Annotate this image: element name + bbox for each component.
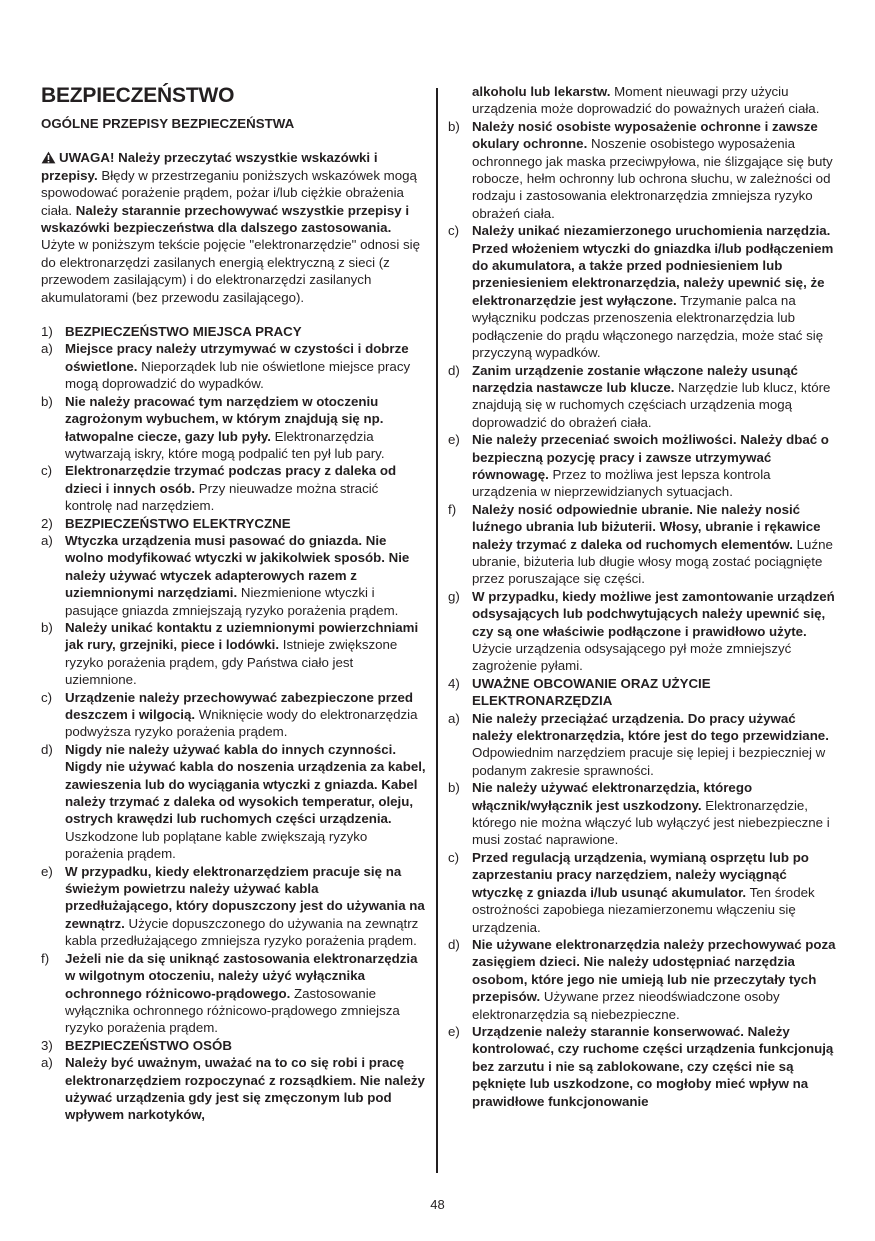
bold-text: Wtyczka urządzenia musi pasować do gniazda. Nie wolno modyfikować wtyczki w jakikolwiek sposób. Nie należy używać wtyczek adapterowych razem z uziemnionymi narzędziami. [65, 532, 410, 601]
body-text: Użycie urządzenia odsysającego pył może zmniejszyć zagrożenie pyłami. [472, 641, 792, 674]
column-divider [436, 88, 438, 1173]
left-list [41, 306, 427, 1124]
list-item [41, 462, 427, 514]
bold-text: Urządzenie należy przechowywać zabezpieczone przed deszczem i wilgocią. [65, 689, 414, 722]
body-text: Użyte w poniższym tekście pojęcie "elektronarzędzie" odnosi się do elektronarzędzi zasilanych energią elektryczną z sieci (z przewodem zasilającym) i do elektronarzędzi zasilanych akumulatorami (bez przewodu zasilającego). [41, 237, 420, 305]
body-text: Używane przez nieodświadczone osoby elektronarzędzia są niebezpieczne. [472, 989, 780, 1022]
item-label: 3) [41, 1037, 53, 1053]
item-label: 1) [41, 324, 53, 340]
bold-text: Nie należy przeceniać swoich możliwości. Należy dbać o bezpieczną pozycję pracy i zawsze utrzymywać równowagę. [472, 432, 829, 482]
body-text: Elektronarzędzia wytwarzają iskry, które mogą podpalić ten pył lub pary. [65, 428, 385, 461]
bold-text: alkoholu lub lekarstw. [472, 84, 611, 99]
item-text [472, 779, 836, 849]
body-text: Nieporządek lub nie oświetlone miejsce pracy mogą doprowadzić do wypadków. [65, 358, 411, 392]
section-heading [448, 675, 836, 710]
section-subtitle: OGÓLNE PRZEPISY BEZPIECZEŃSTWA [41, 116, 295, 131]
item-text [65, 393, 427, 463]
bold-text: Należy nosić osobiste wyposażenie ochronne i zawsze okulary ochronne. [472, 118, 818, 152]
section-heading [41, 515, 427, 532]
list-item [448, 83, 836, 118]
item-text [472, 588, 836, 675]
bold-text: Jeżeli nie da się uniknąć zastosowania elektronarzędzia w wilgotnym otoczeniu, należy użyć wyłącznika ochronnego różnicowo-prądowego. [65, 950, 418, 1001]
item-text: BEZPIECZEŃSTWO OSÓB [65, 1037, 232, 1053]
body-text: Narzędzie lub klucz, które znajdują się w ruchomych częściach urządzenia mogą doprowadzić do obrażeń ciała. [472, 379, 831, 430]
bold-text: W przypadku, kiedy elektronarzędziem pracuje się na świeżym powietrzu należy używać kabla przedłużającego, który dopuszczony jest do używania na zewnątrz. [65, 863, 425, 931]
list-item [448, 501, 836, 588]
bold-text: Miejsce pracy należy utrzymywać w czystości i dobrze oświetlone. [65, 341, 409, 374]
item-text [472, 362, 836, 432]
list-item [41, 340, 427, 392]
item-text [65, 619, 427, 689]
bold-text: Należy nosić odpowiednie ubranie. Nie należy nosić luźnego ubrania lub biżuterii. Włosy, ubranie i rękawice należy trzymać z daleka od ruchomych elementów. [472, 501, 821, 552]
list-item [448, 588, 836, 675]
bold-text: W przypadku, kiedy możliwe jest zamontowanie urządzeń odsysających lub podchwytujących należy upewnić się, czy są one właściwie podłączone i prawidłowo użyte. [472, 588, 835, 639]
item-label: e) [41, 863, 53, 879]
bold-text: Należy starannie przechowywać wszystkie przepisy i wskazówki bezpieczeństwa dla dalszego zastosowania. [41, 202, 410, 236]
list-item [41, 863, 427, 950]
item-text: BEZPIECZEŃSTWO MIEJSCA PRACY [65, 324, 302, 340]
item-label: 4) [448, 675, 460, 691]
warning-triangle-icon [41, 151, 56, 164]
intro-text [41, 150, 420, 304]
list-item [448, 431, 836, 501]
list-item [448, 1023, 836, 1110]
item-label: b) [448, 118, 460, 134]
item-label: f) [41, 950, 50, 966]
list-item [448, 710, 836, 780]
list-item [448, 222, 836, 361]
item-text: UWAŻNE OBCOWANIE ORAZ UŻYCIE ELEKTRONARZĘDZIA [472, 675, 711, 709]
bold-text: Należy unikać kontaktu z uziemnionymi powierzchniami jak rury, grzejniki, piece i lodówki. [65, 619, 419, 653]
item-label: b) [448, 780, 460, 796]
item-text [65, 950, 427, 1037]
body-text: Moment nieuwagi przy użyciu urządzenia może doprowadzić do poważnych urażeń ciała. [472, 84, 820, 117]
list-item [448, 362, 836, 432]
spacer [41, 306, 427, 323]
body-text: Wniknięcie wody do elektronarzędzia podwyższa ryzyko porażenia prądem. [65, 707, 418, 740]
bold-text: Nie należy używać elektronarzędzia, którego włącznik/wyłącznik jest uszkodzony. [472, 780, 753, 813]
item-text [65, 741, 427, 863]
left-column [41, 83, 427, 1124]
item-label: g) [448, 588, 460, 604]
right-column [448, 83, 836, 1110]
item-label: d) [448, 936, 460, 952]
bold-text: Należy unikać niezamierzonego uruchomienia narzędzia. Przed włożeniem wtyczki do gniazdka i/lub podłączeniem do akumulatora, a także przed podniesieniem lub przeniesieniem elektronarzędzia, należy upewnić się, że elektronarzędzie jest wyłączone. [472, 223, 834, 308]
item-text [65, 462, 427, 514]
item-text [472, 83, 836, 118]
item-label: b) [41, 393, 53, 409]
body-text: Błędy w przestrzeganiu poniższych wskazówek mogą spowodować porażenie prądem, pożar i/lub ciężkie obrażenia ciała. [41, 167, 417, 218]
item-text [472, 222, 836, 361]
body-text: Uszkodzone lub poplątane kable zwiększają ryzyko porażenia prądem. [65, 828, 368, 862]
list-item [41, 950, 427, 1037]
body-text: Odpowiednim narzędziem pracuje się lepiej i bezpieczniej w podanym zakresie sprawności. [472, 745, 826, 778]
list-item [41, 689, 427, 741]
body-text: Zastosowanie wyłącznika ochronnego różnicowo-prądowego zmniejsza ryzyko porażenia prądem. [65, 985, 400, 1036]
bold-text: Nie używane elektronarzędzia należy przechowywać poza zasięgiem dzieci. Nie należy udostępniać narzędzia osobom, które jego nie umieją lub nie przeczytały tych przepisów. [472, 936, 836, 1005]
item-text [65, 1054, 427, 1124]
item-text [472, 936, 836, 1023]
bold-text: Przed regulacją urządzenia, wymianą osprzętu lub po zaprzestaniu pracy narzędziem, należy wyciągnąć wtyczkę z gniazda i/lub usunąć akumulator. [472, 849, 809, 900]
list-item [448, 779, 836, 849]
list-item [41, 619, 427, 689]
page-title: BEZPIECZEŃSTWO [41, 84, 235, 107]
right-list [448, 83, 836, 1110]
item-label: c) [448, 849, 460, 865]
list-item [41, 741, 427, 863]
list-item [448, 849, 836, 936]
body-text: Użycie dopuszczonego do używania na zewnątrz kabla przedłużającego zmniejsza ryzyko porażenia prądem. [65, 915, 419, 949]
page-number: 48 [430, 1197, 445, 1212]
body-text: Przez to możliwa jest lepsza kontrola urządzenia w nieprzewidzianych sytuacjach. [472, 466, 771, 500]
bold-text: Należy być uważnym, uważać na to co się robi i pracę elektronarzędziem rozpoczynać z rozsądkiem. Nie należy używać urządzenia gdy jest się zmęczonym lub pod wpływem narkotyków, [65, 1055, 425, 1123]
item-label: a) [41, 341, 53, 357]
item-text [472, 710, 836, 780]
item-text [65, 340, 427, 392]
bold-text: Nie należy pracować tym narzędziem w otoczeniu zagrożonym wybuchem, w którym znajdują się np. łatwopalne ciecze, gazy lub pyły. [65, 393, 384, 444]
body-text: Przy nieuwadze można stracić kontrolę nad narzędziem. [65, 480, 379, 514]
section-heading [41, 323, 427, 340]
body-text: Luźne ubranie, biżuteria lub długie włosy mogą zostać pociągnięte przez poruszające się części. [472, 536, 833, 587]
list-item [41, 393, 427, 463]
body-text: Elektronarzędzie, którego nie można włączyć lub wyłączyć jest niebezpieczne i musi zostać naprawione. [472, 797, 830, 848]
item-text [65, 689, 427, 741]
item-label: c) [41, 689, 53, 705]
bold-text: Elektronarzędzie trzymać podczas pracy z daleka od dzieci i innych osób. [65, 463, 397, 496]
item-label: d) [41, 741, 53, 757]
bold-text: Nigdy nie należy używać kabla do innych czynności. Nigdy nie używać kabla do noszenia urządzenia za kabel, zawieszenia lub do wyciągania wtyczki z gniazda. Kabel należy trzymać z daleka od wysokich temperatur, oleju, ostrych krawędzi lub ruchomych części urządzenia. [65, 741, 426, 827]
body-text: Niezmienione wtyczki i pasujące gniazda zmniejszają ryzyko porażenia prądem. [65, 585, 399, 618]
item-text [472, 118, 836, 222]
body-text: Trzymanie palca na wyłączniku podczas przenoszenia elektronarzędzia lub podłączenie do prądu włączonego narzędzia, może stać się przyczyną wypadków. [472, 292, 824, 361]
item-text [472, 431, 836, 501]
bold-text: UWAGA! Należy przeczytać wszystkie wskazówki i przepisy. [41, 150, 378, 183]
list-item [448, 118, 836, 222]
item-label: b) [41, 619, 53, 635]
item-label: e) [448, 1023, 460, 1039]
item-label: e) [448, 432, 460, 448]
item-text [472, 849, 836, 936]
item-text [65, 863, 427, 950]
item-label: a) [448, 710, 460, 726]
body-text: Noszenie osobistego wyposażenia ochronnego jak maska przeciwpyłowa, nie ślizgające się buty robocze, hełm ochronny lub ochrona słuchu, w zależności od rodzaju i zastosowania elektronarzędzia zmniejsza ryzyko obrażeń ciała. [472, 136, 833, 221]
item-text: BEZPIECZEŃSTWO ELEKTRYCZNE [65, 515, 291, 531]
body-text: Ten środek ostrożności zapobiega niezamierzonemu włączeniu się urządzenia. [472, 884, 815, 935]
item-label: c) [41, 463, 53, 479]
intro-paragraph [41, 149, 427, 306]
bold-text: Nie należy przeciążać urządzenia. Do pracy używać należy elektronarzędzia, które jest do tego przewidziane. [472, 710, 829, 744]
item-text [472, 501, 836, 588]
item-label: c) [448, 223, 460, 239]
item-label [448, 83, 472, 118]
list-item [448, 936, 836, 1023]
item-text [65, 532, 427, 619]
bold-text: Urządzenie należy starannie konserwować. Należy kontrolować, czy ruchome części urządzenia funkcjonują bez zarzutu i nie są zablokowane, czy części nie są pęknięte lub uszkodzone, co mogłoby mieć wpływ na prawidłowe funkcjonowanie [472, 1023, 834, 1109]
item-label: f) [448, 501, 457, 517]
section-heading [41, 1037, 427, 1054]
item-text [472, 1023, 836, 1110]
item-label: a) [41, 1055, 53, 1071]
list-item [41, 532, 427, 619]
item-label: d) [448, 362, 460, 378]
item-label: 2) [41, 515, 53, 531]
item-label: a) [41, 532, 53, 548]
body-text: Istnieje zwiększone ryzyko porażenia prądem, gdy Państwa ciało jest uziemnione. [65, 637, 398, 688]
bold-text: Zanim urządzenie zostanie włączone należy usunąć narzędzia nastawcze lub klucze. [472, 362, 798, 395]
list-item [41, 1054, 427, 1124]
